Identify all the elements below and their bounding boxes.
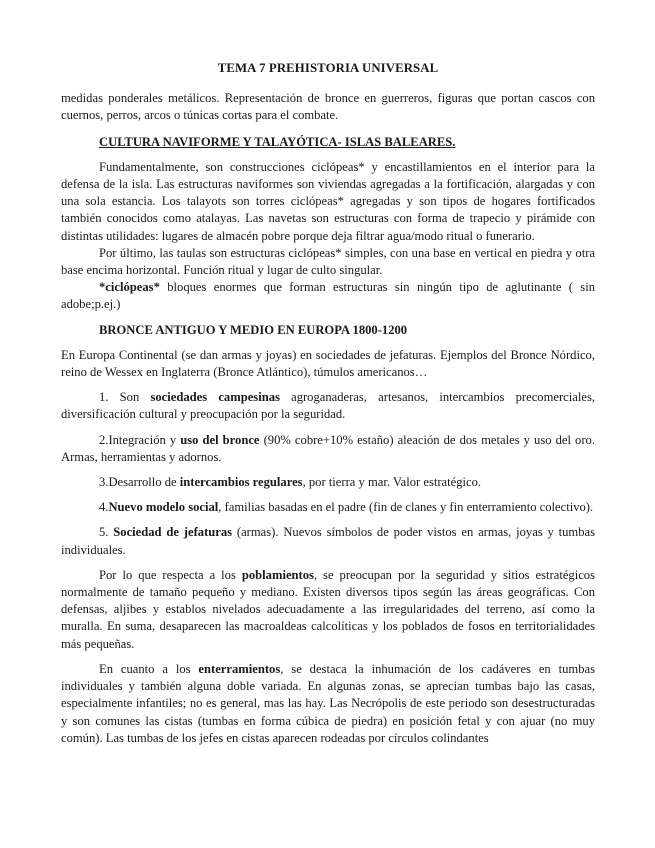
list-item-5-bold: Sociedad de jefaturas	[113, 525, 233, 540]
paragraph-poblamientos	[61, 567, 595, 653]
poblamientos-post: , se preocupan por la seguridad y sitios estratégicos normalmente de tamaño pequeño y mediano. Existen diversos tipos según las áreas geográficas. Con defensas, aljibes y establos nivelados adecuadamente a las irregularidades del terreno, así como la muralla. En suma, desaparecen las macroaldeas calcolíticas y los poblados de fosos en territorialidades más pequeñas.	[61, 567, 595, 651]
paragraph-bronce-intro: En Europa Continental (se dan armas y joyas) en sociedades de jefaturas. Ejemplos del Bronce Nórdico, reino de Wessex en Inglaterra (Bronce Atlántico), túmulos americanos…	[61, 347, 595, 380]
list-item-1-post: agroganaderas, artesanos, intercambios precomerciales, diversificación cultural y preocupación por la seguridad.	[61, 390, 595, 422]
note-ciclopeas	[61, 279, 595, 313]
list-item-1	[61, 389, 595, 423]
list-item-2-pre: 2.Integración y	[99, 432, 181, 447]
list-item-2	[61, 432, 595, 466]
enterramientos-pre: En cuanto a los	[99, 661, 199, 676]
page-title: TEMA 7 PREHISTORIA UNIVERSAL	[217, 61, 439, 75]
poblamientos-pre: Por lo que respecta a los	[99, 567, 242, 582]
paragraph-naviforme-2: Por último, las taulas son estructuras ciclópeas* simples, con una base en vertical en piedra y otra base encima horizontal. Función ritual y lugar de culto singular.	[61, 245, 595, 278]
enterramientos-post: , se destaca la inhumación de los cadáveres en tumbas individuales y también alguna doble variada. En algunas zonas, se aprecian tumbas bajo las casas, especialmente infantiles; no es general, mas las hay. Las Necrópolis de este periodo son desestructuradas y son comunes las cistas (tumbas en forma cúbica de piedra) en posición fetal y con ajuar (no muy común). Las tumbas de los jefes en cistas aparecen rodeadas por círculos colindantes	[61, 661, 595, 745]
section-heading-bronce: BRONCE ANTIGUO Y MEDIO EN EUROPA 1800-1200	[99, 322, 408, 337]
list-item-4-bold: Nuevo modelo social	[108, 500, 219, 515]
list-item-5-pre: 5.	[99, 525, 114, 540]
list-item-1-bold: sociedades campesinas	[150, 390, 280, 405]
list-item-4	[61, 499, 595, 516]
list-item-5-post: (armas). Nuevos símbolos de poder vistos en armas, joyas y tumbas individuales.	[61, 525, 596, 557]
poblamientos-bold: poblamientos	[241, 567, 314, 582]
list-item-5	[61, 524, 595, 558]
note-term: *ciclópeas*	[99, 280, 160, 295]
list-item-4-post: , familias basadas en el padre (fin de clanes y fin enterramiento colectivo).	[218, 500, 594, 515]
list-item-3-bold: intercambios regulares	[179, 475, 303, 490]
section-heading-naviforme: CULTURA NAVIFORME Y TALAYÓTICA- ISLAS BALEARES.	[99, 134, 456, 149]
paragraph-enterramientos	[61, 661, 595, 747]
enterramientos-bold: enterramientos	[198, 661, 281, 676]
list-item-4-pre: 4.	[99, 500, 109, 515]
note-text: bloques enormes que forman estructuras sin ningún tipo de aglutinante ( sin adobe;p.ej.)	[61, 280, 595, 312]
list-item-3	[61, 474, 595, 491]
intro-continuation: medidas ponderales metálicos. Representación de bronce en guerreros, figuras que portan cascos con cuernos, perros, arcos o túnicas cortas para el combate.	[61, 91, 595, 123]
list-item-3-pre: 3.Desarrollo de	[99, 475, 180, 490]
paragraph-naviforme-1: Fundamentalmente, son construcciones ciclópeas* y encastillamientos en el interior para la defensa de la isla. Las estructuras naviformes son viviendas agregadas a la fortificación, alargadas y con una sola estancia. Los talayots son torres ciclópeas* agregadas y son tipos de hogares fortificados también conocidos como atalayas. Las navetas son estructuras con forma de trapecio y pirámide con distintas utilidades: lugares de almacén pobre porque deja filtrar agua/modo ritual o funerario.	[61, 159, 595, 243]
list-item-2-bold: uso del bronce	[180, 432, 260, 447]
list-item-3-post: , por tierra y mar. Valor estratégico.	[302, 475, 482, 490]
list-item-1-pre: 1. Son	[99, 390, 151, 405]
list-item-2-post: (90% cobre+10% estaño) aleación de dos metales y uso del oro. Armas, herramientas y adornos.	[61, 432, 595, 464]
